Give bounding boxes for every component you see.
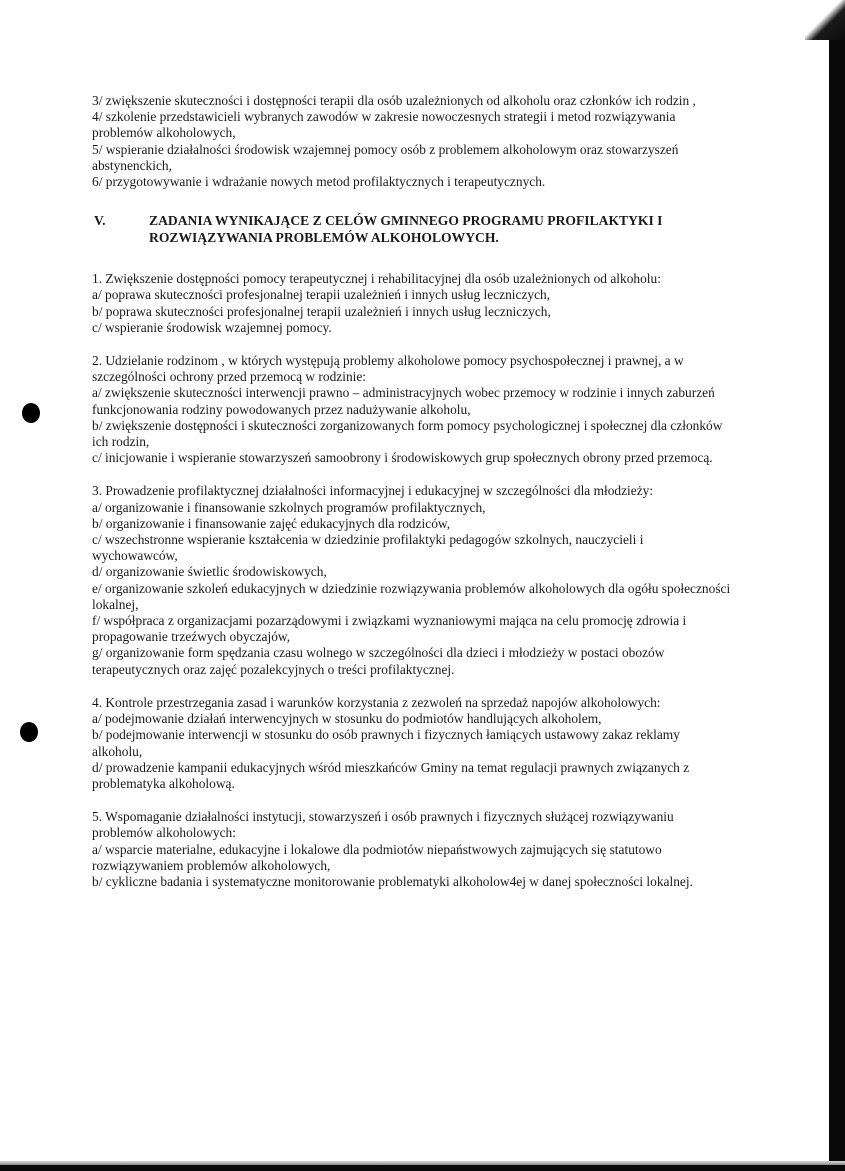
punch-hole (22, 403, 40, 423)
task-item: a/ poprawa skuteczności profesjonalnej terapii uzależnień i innych usług leczniczych, (92, 287, 551, 303)
punch-hole (20, 722, 38, 742)
task-item: b/ zwiększenie dostępności i skuteczności zorganizowanych form pomocy psychologicznej i społecznej dla członków ich rodzin, (92, 417, 723, 450)
task-section-3 (92, 483, 732, 677)
task-lead: 4. Kontrole przestrzegania zasad i warunków korzystania z zezwoleń na sprzedaż napojów alkoholowych: (92, 694, 661, 710)
scan-edge-bottom (0, 1165, 845, 1171)
task-item: c/ wszechstronne wspieranie kształcenia w dziedzinie profilaktyki pedagogów szkolnych, nauczycieli i wychowawców, (92, 532, 644, 564)
scan-edge-right (829, 0, 845, 1171)
task-lead: 5. Wspomaganie działalności instytucji, stowarzyszeń i osób prawnych i fizycznych służącej rozwiązywaniu problemów alkoholowych: (92, 809, 674, 841)
intro-item: 3/ zwiększenie skuteczności i dostępności terapii dla osób uzależnionych od alkoholu oraz członków ich rodzin , (92, 93, 696, 108)
task-lead: 1. Zwiększenie dostępności pomocy terapeutycznej i rehabilitacyjnej dla osób uzależnionych od alkoholu: (92, 271, 661, 287)
task-item: d/ prowadzenie kampanii edukacyjnych wśród mieszkańców Gminy na temat regulacji prawnych związanych z problematyka alkoholową. (92, 759, 690, 791)
task-item: a/ wsparcie materialne, edukacyjne i lokalowe dla podmiotów niepaństwowych zajmujących się statutowo rozwiązywaniem problemów alkoholowych, (92, 841, 662, 873)
task-item: a/ zwiększenie skuteczności interwencji prawno – administracyjnych wobec przemocy w rodzinie i innych zaburzeń funkcjonowania rodziny powodowanych przez nadużywanie alkoholu, (92, 385, 715, 417)
section-title: ZADANIA WYNIKAJĄCE Z CELÓW GMINNEGO PROGRAMU PROFILAKTYKI I ROZWIĄZYWANIA PROBLEMÓW ALKOHOLOWYCH. (149, 213, 663, 245)
task-section-4 (92, 695, 732, 792)
task-lead: 2. Udzielanie rodzinom , w których występują problemy alkoholowe pomocy psychospołecznej i prawnej, a w szczególności ochrony przed przemocą w rodzinie: (92, 353, 684, 385)
task-section-1 (92, 271, 732, 336)
task-item: f/ współpraca z organizacjami pozarządowymi i związkami wyznaniowymi mająca na celu promocję zdrowia i propagowanie trzeźwych obyczajów, (92, 613, 687, 645)
intro-item: 4/ szkolenie przedstawicieli wybranych zawodów w zakresie nowoczesnych strategii i metod rozwiązywania problemów alkoholowych, (92, 109, 676, 141)
scan-corner-top-right (805, 0, 845, 40)
section-heading (92, 213, 732, 246)
task-item: a/ organizowanie i finansowanie szkolnych programów profilaktycznych, (92, 499, 486, 515)
task-item: c/ inicjowanie i wspieranie stowarzyszeń samoobrony i środowiskowych grup społecznych obrony przed przemocą. (92, 450, 713, 466)
task-item: g/ organizowanie form spędzania czasu wolnego w szczególności dla dzieci i młodzieży w postaci obozów terapeutycznych oraz zajęć pozalekcyjnych o treści profilaktycznej. (92, 645, 665, 677)
intro-list (92, 93, 732, 190)
task-section-5 (92, 809, 732, 890)
task-item: b/ podejmowanie interwencji w stosunku do osób prawnych i fizycznych łamiących ustawowy zakaz reklamy alkoholu, (92, 727, 680, 759)
task-item: d/ organizowanie świetlic środowiskowych, (92, 564, 327, 580)
task-section-2 (92, 353, 732, 466)
task-item: b/ organizowanie i finansowanie zajęć edukacyjnych dla rodziców, (92, 515, 451, 531)
task-lead: 3. Prowadzenie profilaktycznej działalności informacyjnej i edukacyjnej w szczególności dla młodzieży: (92, 483, 654, 499)
task-item: c/ wspieranie środowisk wzajemnej pomocy. (92, 319, 332, 335)
task-item: e/ organizowanie szkoleń edukacyjnych w dziedzinie rozwiązywania problemów alkoholowych dla ogółu społeczności lokalnej, (92, 580, 731, 612)
task-item: b/ cykliczne badania i systematyczne monitorowanie problematyki alkoholow4ej w danej społeczności lokalnej. (92, 873, 693, 889)
task-item: b/ poprawa skuteczności profesjonalnej terapii uzależnień i innych usług leczniczych, (92, 303, 551, 319)
section-number: V. (94, 213, 106, 229)
document-body (92, 93, 732, 907)
intro-item: 6/ przygotowywanie i wdrażanie nowych metod profilaktycznych i terapeutycznych. (92, 174, 546, 190)
task-item: a/ podejmowanie działań interwencyjnych w stosunku do podmiotów handlujących alkoholem, (92, 711, 602, 727)
intro-item: 5/ wspieranie działalności środowisk wzajemnej pomocy osób z problemem alkoholowym oraz stowarzyszeń abstynenckich, (92, 141, 679, 173)
